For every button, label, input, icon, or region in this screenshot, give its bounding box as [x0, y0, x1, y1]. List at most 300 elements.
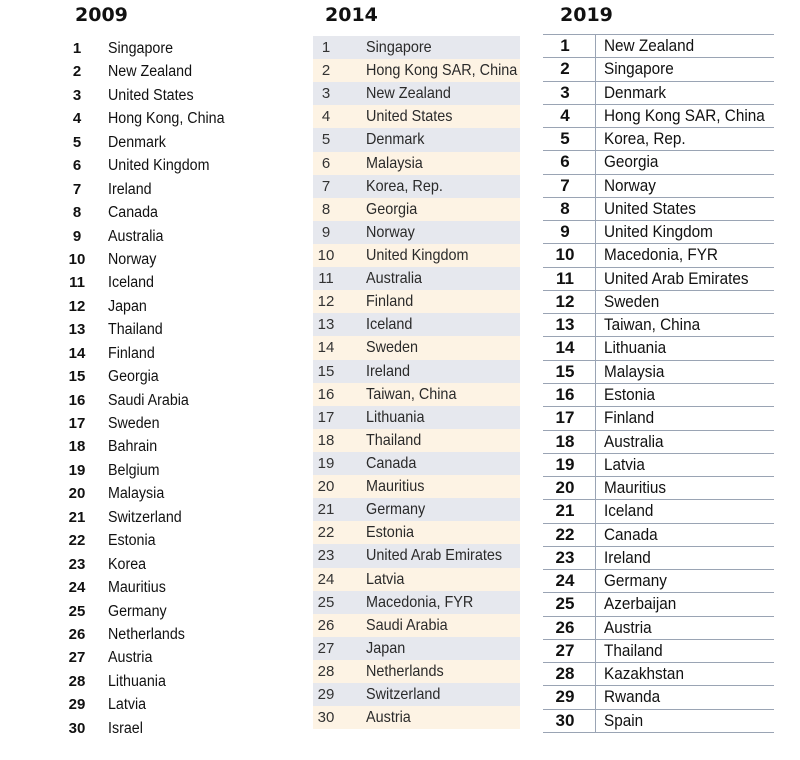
- column-divider: [595, 151, 596, 173]
- rank-number: 15: [317, 362, 335, 380]
- country-name: United Arab Emirates: [366, 547, 503, 565]
- ranking-row: [313, 128, 520, 151]
- column-divider: [595, 314, 596, 336]
- ranking-row: [543, 407, 774, 430]
- rank-number: 4: [560, 105, 570, 125]
- rank-number: 11: [318, 270, 334, 288]
- rank-number: 28: [317, 662, 335, 680]
- rank-number: 24: [68, 579, 86, 597]
- ranking-row: [313, 244, 520, 267]
- rank-number: 9: [72, 227, 82, 245]
- year-heading-2009: 2009: [75, 4, 128, 26]
- rank-number: 22: [555, 524, 575, 544]
- ranking-row: [543, 175, 774, 198]
- column-divider: [595, 244, 596, 266]
- ranking-row: [60, 365, 260, 388]
- ranking-row: [313, 152, 520, 175]
- rank-number: 17: [555, 408, 575, 428]
- rank-number: 12: [317, 293, 335, 311]
- rank-number: 14: [68, 344, 86, 362]
- ranking-row: [60, 131, 260, 154]
- ranking-row: [60, 600, 260, 623]
- country-name: United States: [108, 86, 194, 104]
- ranking-row: [313, 383, 520, 406]
- rank-number: 19: [317, 454, 335, 472]
- ranking-row: [313, 475, 520, 498]
- country-name: Austria: [604, 617, 652, 637]
- country-name: Norway: [108, 250, 157, 268]
- column-divider: [595, 35, 596, 57]
- country-name: Rwanda: [604, 687, 661, 707]
- country-name: Saudi Arabia: [108, 391, 189, 409]
- country-name: Kazakhstan: [604, 664, 684, 684]
- ranking-row: [60, 623, 260, 646]
- country-name: Germany: [108, 602, 167, 620]
- column-divider: [595, 617, 596, 639]
- country-name: Macedonia, FYR: [366, 593, 474, 611]
- country-name: Belgium: [108, 461, 160, 479]
- ranking-row: [313, 660, 520, 683]
- ranking-row: [543, 268, 774, 291]
- country-name: Estonia: [108, 532, 156, 550]
- rank-number: 11: [69, 274, 85, 292]
- country-name: Latvia: [108, 696, 147, 714]
- ranking-row: [543, 500, 774, 523]
- rank-number: 1: [72, 40, 82, 57]
- country-name: Macedonia, FYR: [604, 245, 718, 265]
- ranking-row: [543, 524, 774, 547]
- rank-number: 13: [68, 321, 86, 339]
- ranking-row: [543, 593, 774, 616]
- country-name: Canada: [108, 204, 158, 222]
- ranking-list-2014: [313, 36, 520, 729]
- rank-number: 1: [321, 39, 331, 56]
- rank-number: 2: [72, 63, 82, 81]
- year-heading-2019: 2019: [560, 4, 613, 26]
- ranking-row: [60, 201, 260, 224]
- country-name: Iceland: [366, 316, 413, 334]
- country-name: Ireland: [108, 180, 152, 198]
- ranking-row: [313, 614, 520, 637]
- rank-number: 19: [68, 461, 86, 479]
- ranking-row: [543, 663, 774, 686]
- rank-number: 29: [68, 696, 86, 714]
- ranking-row: [543, 105, 774, 128]
- rank-number: 15: [555, 361, 575, 381]
- ranking-row: [543, 221, 774, 244]
- country-name: Lithuania: [108, 672, 166, 690]
- rank-number: 18: [68, 438, 86, 456]
- column-divider: [595, 500, 596, 522]
- rank-number: 25: [68, 602, 86, 620]
- ranking-row: [543, 314, 774, 337]
- ranking-row: [543, 291, 774, 314]
- ranking-row: [313, 221, 520, 244]
- ranking-row: [313, 637, 520, 660]
- ranking-row: [60, 553, 260, 576]
- country-name: Norway: [604, 175, 656, 195]
- rank-number: 30: [68, 719, 86, 737]
- country-name: Finland: [366, 293, 414, 311]
- column-divider: [595, 82, 596, 104]
- column-divider: [595, 105, 596, 127]
- ranking-row: [313, 706, 520, 729]
- rank-number: 17: [317, 408, 335, 426]
- country-name: Australia: [366, 270, 423, 288]
- column-divider: [595, 337, 596, 359]
- rank-number: 18: [555, 431, 575, 451]
- ranking-row: [60, 717, 260, 740]
- country-name: Germany: [366, 501, 426, 519]
- rank-number: 20: [555, 478, 575, 498]
- rank-number: 18: [317, 431, 335, 449]
- country-name: Sweden: [604, 291, 660, 311]
- country-name: Latvia: [366, 570, 405, 588]
- rank-number: 26: [68, 625, 86, 643]
- column-divider: [595, 128, 596, 150]
- ranking-row: [313, 82, 520, 105]
- rank-number: 20: [68, 485, 86, 503]
- country-name: Georgia: [604, 152, 659, 172]
- column-divider: [595, 175, 596, 197]
- rank-number: 30: [317, 709, 335, 727]
- rank-number: 4: [321, 108, 331, 126]
- country-name: Lithuania: [366, 408, 425, 426]
- rank-number: 5: [560, 129, 570, 149]
- ranking-row: [60, 646, 260, 669]
- country-name: Saudi Arabia: [366, 616, 448, 634]
- country-name: Korea, Rep.: [366, 177, 443, 195]
- country-name: Japan: [366, 639, 406, 657]
- rank-number: 26: [317, 616, 335, 634]
- rank-number: 14: [317, 339, 335, 357]
- country-name: Spain: [604, 710, 644, 730]
- rank-number: 26: [555, 617, 575, 637]
- ranking-row: [543, 710, 774, 733]
- country-name: Iceland: [604, 501, 654, 521]
- column-divider: [595, 710, 596, 732]
- rank-number: 22: [68, 532, 86, 550]
- rank-number: 4: [72, 110, 82, 128]
- ranking-row: [543, 454, 774, 477]
- column-divider: [595, 686, 596, 708]
- ranking-row: [543, 35, 774, 58]
- country-name: Sweden: [366, 339, 419, 357]
- country-name: Thailand: [108, 321, 163, 339]
- rank-number: 15: [68, 368, 86, 386]
- country-name: Taiwan, China: [366, 385, 457, 403]
- ranking-row: [313, 59, 520, 82]
- ranking-row: [60, 60, 260, 83]
- rank-number: 28: [68, 672, 86, 690]
- ranking-row: [60, 576, 260, 599]
- rank-number: 12: [68, 297, 86, 315]
- country-name: Hong Kong, China: [108, 110, 225, 128]
- rank-number: 23: [317, 547, 335, 565]
- country-name: Singapore: [108, 40, 174, 57]
- ranking-row: [543, 477, 774, 500]
- column-divider: [595, 291, 596, 313]
- ranking-row: [543, 58, 774, 81]
- ranking-row: [313, 521, 520, 544]
- country-name: Malaysia: [604, 361, 665, 381]
- column-divider: [595, 268, 596, 290]
- country-name: Switzerland: [366, 686, 441, 704]
- ranking-row: [60, 529, 260, 552]
- ranking-row: [313, 568, 520, 591]
- ranking-row: [313, 429, 520, 452]
- ranking-row: [60, 693, 260, 716]
- country-name: New Zealand: [108, 63, 193, 81]
- rank-number: 25: [555, 594, 575, 614]
- rank-number: 24: [555, 571, 575, 591]
- country-name: Denmark: [108, 133, 166, 151]
- country-name: Australia: [108, 227, 164, 245]
- ranking-row: [60, 271, 260, 294]
- rank-number: 21: [317, 501, 335, 519]
- country-name: Korea, Rep.: [604, 129, 686, 149]
- rank-number: 7: [560, 175, 570, 195]
- country-name: Georgia: [108, 368, 159, 386]
- rank-number: 21: [555, 501, 575, 521]
- country-name: Korea: [108, 555, 147, 573]
- rank-number: 28: [555, 664, 575, 684]
- country-name: Malaysia: [366, 154, 423, 172]
- country-name: Canada: [366, 454, 417, 472]
- column-divider: [595, 570, 596, 592]
- country-name: Estonia: [604, 384, 656, 404]
- country-name: Denmark: [366, 131, 425, 149]
- rank-number: 6: [560, 152, 570, 172]
- rank-number: 6: [321, 154, 331, 172]
- ranking-row: [313, 336, 520, 359]
- ranking-row: [313, 591, 520, 614]
- country-name: United States: [366, 108, 453, 126]
- ranking-row: [313, 313, 520, 336]
- rank-number: 13: [555, 315, 575, 335]
- country-name: Netherlands: [366, 662, 444, 680]
- rank-number: 30: [555, 710, 575, 730]
- ranking-row: [313, 544, 520, 567]
- country-name: United Arab Emirates: [604, 268, 749, 288]
- country-name: New Zealand: [366, 85, 451, 103]
- rank-number: 29: [317, 686, 335, 704]
- rank-number: 8: [72, 204, 82, 222]
- country-name: Hong Kong SAR, China: [604, 105, 765, 125]
- ranking-row: [543, 337, 774, 360]
- rank-number: 8: [560, 198, 570, 218]
- country-name: Mauritius: [366, 478, 425, 496]
- rank-number: 10: [68, 250, 86, 268]
- ranking-row: [313, 36, 520, 59]
- rank-number: 19: [555, 454, 575, 474]
- rank-number: 6: [72, 157, 82, 175]
- ranking-row: [543, 617, 774, 640]
- rank-number: 21: [68, 508, 86, 526]
- column-divider: [595, 524, 596, 546]
- rank-number: 8: [321, 200, 331, 218]
- country-name: United Kingdom: [604, 222, 713, 242]
- rank-number: 9: [321, 223, 331, 241]
- country-name: Canada: [604, 524, 658, 544]
- rank-number: 5: [321, 131, 331, 149]
- country-name: Singapore: [366, 39, 432, 56]
- column-divider: [595, 198, 596, 220]
- country-name: Denmark: [604, 82, 667, 102]
- column-divider: [595, 640, 596, 662]
- ranking-row: [60, 389, 260, 412]
- ranking-row: [543, 198, 774, 221]
- country-name: Bahrain: [108, 438, 158, 456]
- rank-number: 25: [317, 593, 335, 611]
- rank-number: 2: [560, 59, 570, 79]
- ranking-row: [60, 342, 260, 365]
- country-name: Austria: [366, 709, 411, 727]
- rank-number: 3: [72, 86, 82, 104]
- ranking-row: [60, 482, 260, 505]
- ranking-row: [313, 175, 520, 198]
- country-name: Finland: [604, 408, 655, 428]
- column-divider: [595, 477, 596, 499]
- country-name: Georgia: [366, 200, 418, 218]
- rank-number: 23: [68, 555, 86, 573]
- country-name: United States: [604, 198, 696, 218]
- rank-number: 5: [72, 133, 82, 151]
- rank-number: 10: [317, 246, 335, 264]
- country-name: New Zealand: [604, 36, 695, 55]
- rank-number: 9: [560, 222, 570, 242]
- rank-number: 3: [321, 85, 331, 103]
- country-name: Finland: [108, 344, 155, 362]
- column-divider: [595, 407, 596, 429]
- rank-number: 10: [555, 245, 575, 265]
- rank-number: 27: [555, 640, 575, 660]
- ranking-row: [60, 84, 260, 107]
- country-name: Norway: [366, 223, 415, 241]
- ranking-row: [543, 361, 774, 384]
- ranking-row: [60, 295, 260, 318]
- country-name: United Kingdom: [366, 246, 469, 264]
- country-name: Iceland: [108, 274, 154, 292]
- ranking-row: [543, 82, 774, 105]
- ranking-row: [60, 154, 260, 177]
- country-name: Australia: [604, 431, 664, 451]
- country-name: Israel: [108, 719, 143, 737]
- ranking-list-2019: [543, 34, 774, 733]
- ranking-row: [313, 452, 520, 475]
- ranking-row: [313, 360, 520, 383]
- column-divider: [595, 221, 596, 243]
- ranking-row: [543, 128, 774, 151]
- ranking-row: [543, 151, 774, 174]
- ranking-row: [60, 412, 260, 435]
- column-divider: [595, 663, 596, 685]
- rank-number: 7: [72, 180, 82, 198]
- ranking-row: [313, 498, 520, 521]
- ranking-row: [543, 570, 774, 593]
- rank-number: 14: [555, 338, 575, 358]
- rank-number: 13: [317, 316, 335, 334]
- ranking-row: [60, 248, 260, 271]
- column-divider: [595, 547, 596, 569]
- country-name: Ireland: [366, 362, 411, 380]
- ranking-row: [543, 244, 774, 267]
- country-name: Mauritius: [604, 478, 667, 498]
- country-name: Taiwan, China: [604, 315, 701, 335]
- rank-number: 22: [317, 524, 335, 542]
- column-divider: [595, 361, 596, 383]
- country-name: United Kingdom: [108, 157, 210, 175]
- ranking-row: [313, 290, 520, 313]
- ranking-row: [313, 267, 520, 290]
- country-name: Netherlands: [108, 625, 185, 643]
- rank-number: 7: [321, 177, 331, 195]
- country-name: Malaysia: [108, 485, 165, 503]
- ranking-row: [60, 318, 260, 341]
- rank-number: 23: [555, 547, 575, 567]
- ranking-row: [60, 459, 260, 482]
- rank-number: 3: [560, 82, 570, 102]
- country-name: Azerbaijan: [604, 594, 677, 614]
- ranking-row: [60, 225, 260, 248]
- column-divider: [595, 431, 596, 453]
- ranking-row: [543, 686, 774, 709]
- ranking-row: [60, 178, 260, 201]
- ranking-list-2009: [60, 37, 260, 740]
- rank-number: 16: [68, 391, 86, 409]
- rank-number: 27: [68, 649, 86, 667]
- column-divider: [595, 384, 596, 406]
- ranking-row: [60, 435, 260, 458]
- year-heading-2014: 2014: [325, 4, 378, 26]
- column-divider: [595, 454, 596, 476]
- country-name: Thailand: [604, 640, 663, 660]
- rank-number: 29: [555, 687, 575, 707]
- rank-number: 24: [317, 570, 335, 588]
- ranking-row: [543, 547, 774, 570]
- rank-number: 11: [556, 268, 574, 288]
- country-name: Lithuania: [604, 338, 667, 358]
- rank-number: 20: [317, 478, 335, 496]
- rank-number: 1: [560, 36, 570, 55]
- country-name: Japan: [108, 297, 147, 315]
- ranking-row: [543, 431, 774, 454]
- column-divider: [595, 58, 596, 80]
- rank-number: 2: [321, 62, 331, 80]
- ranking-row: [543, 384, 774, 407]
- country-name: Germany: [604, 571, 667, 591]
- country-name: Estonia: [366, 524, 415, 542]
- rank-number: 17: [68, 415, 86, 432]
- ranking-row: [60, 107, 260, 130]
- ranking-row: [60, 670, 260, 693]
- ranking-row: [313, 406, 520, 429]
- ranking-row: [313, 198, 520, 221]
- country-name: Ireland: [604, 547, 651, 567]
- ranking-row: [313, 105, 520, 128]
- country-name: Singapore: [604, 59, 674, 79]
- country-name: Thailand: [366, 431, 422, 449]
- country-name: Sweden: [108, 415, 160, 432]
- ranking-row: [60, 506, 260, 529]
- country-name: Hong Kong SAR, China: [366, 62, 518, 80]
- country-name: Austria: [108, 649, 153, 667]
- ranking-row: [543, 640, 774, 663]
- rank-number: 16: [317, 385, 335, 403]
- country-name: Latvia: [604, 454, 645, 474]
- ranking-row: [313, 683, 520, 706]
- column-divider: [595, 593, 596, 615]
